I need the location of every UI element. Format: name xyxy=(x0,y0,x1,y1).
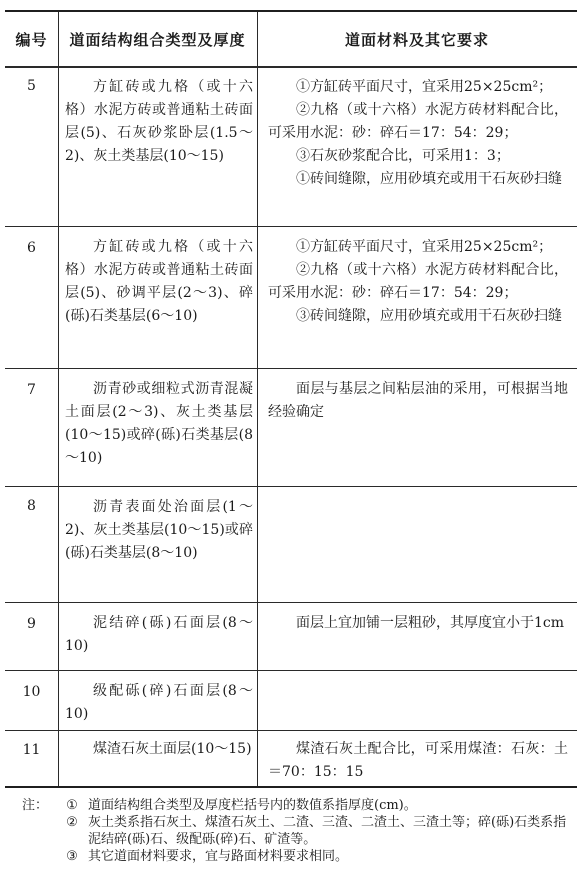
structure-cell: 沥青砂或细粒式沥青混凝土面层(2～3)、灰土类基层(10～15)或碎(砾)石类基层(8～10) xyxy=(65,381,253,466)
note-text: 道面结构组合类型及厚度栏括号内的数值系指厚度(cm)。 xyxy=(88,798,417,813)
requirements-cell xyxy=(268,612,568,635)
note-number: ③ xyxy=(66,849,78,864)
requirement-line: 面层与基层之间粘层油的采用，可根据当地经验确定 xyxy=(268,381,568,420)
requirement-line: 煤渣石灰土配合比，可采用煤渣：石灰：土＝70：15：15 xyxy=(268,741,568,780)
requirement-line: ①方缸砖平面尺寸，宜采用25×25cm²； xyxy=(296,239,553,255)
note-item xyxy=(22,848,572,865)
row-divider xyxy=(5,226,577,227)
structure-cell: 煤渣石灰土面层(10～15) xyxy=(93,741,252,757)
requirement-line: 面层上宜加铺一层粗砂，其厚度宜小于1cm xyxy=(296,615,565,631)
row-number: 7 xyxy=(27,382,36,398)
structure-cell: 级配砾(碎)石面层(8～10) xyxy=(65,683,253,722)
row-divider xyxy=(5,602,577,603)
specification-table xyxy=(5,10,577,788)
row-number: 9 xyxy=(27,616,36,632)
row-number: 11 xyxy=(22,742,41,758)
requirements-cell xyxy=(268,738,568,784)
header-no: 编号 xyxy=(15,30,48,49)
notes-label: 注： xyxy=(22,798,49,813)
header-requirements: 道面材料及其它要求 xyxy=(344,30,489,49)
structure-cell: 泥结碎(砾)石面层(8～10) xyxy=(65,615,253,654)
row-number: 6 xyxy=(27,240,36,256)
requirements-cell xyxy=(268,76,568,191)
requirement-line: ③石灰砂浆配合比，可采用1：3； xyxy=(296,148,510,164)
note-text: 其它道面材料要求，宜与路面材料要求相同。 xyxy=(88,849,349,864)
row-divider xyxy=(5,730,577,731)
requirement-line: ③砖间缝隙，应用砂填充或用干石灰砂扫缝 xyxy=(296,308,562,324)
structure-cell: 沥青表面处治面层(1～2)、灰土类基层(10～15)或碎(砾)石类基层(8～10) xyxy=(65,499,253,561)
row-number: 10 xyxy=(22,684,41,700)
row-number: 8 xyxy=(27,498,36,514)
row-number: 5 xyxy=(27,78,36,94)
header-divider xyxy=(5,66,577,68)
structure-cell: 方缸砖或九格（或十六格）水泥方砖或普通粘土砖面层(5)、石灰砂浆卧层(1.5～2)、灰土类基层(10～15) xyxy=(65,79,253,164)
requirements-cell xyxy=(268,378,568,424)
note-number: ② xyxy=(66,815,78,830)
row-divider xyxy=(5,368,577,369)
row-divider xyxy=(5,486,577,487)
note-number: ① xyxy=(66,798,78,813)
note-text: 灰土类系指石灰土、煤渣石灰土、二渣、三渣、二渣土、三渣土等；碎(砾)石类系指泥结碎(砾)石、级配砾(碎)石、矿渣等。 xyxy=(88,815,567,847)
header-structure: 道面结构组合类型及厚度 xyxy=(69,30,246,49)
row-divider xyxy=(5,670,577,671)
requirement-line: ①方缸砖平面尺寸，宜采用25×25cm²； xyxy=(296,79,553,95)
structure-cell: 方缸砖或九格（或十六格）水泥方砖或普通粘土砖面层(5)、砂调平层(2～3)、碎(砾)石类基层(6～10) xyxy=(65,239,253,324)
requirement-line: ②九格（或十六格）水泥方砖材料配合比，可采用水泥：砂：碎石＝17：54：29； xyxy=(268,102,568,141)
note-item xyxy=(22,814,572,848)
requirement-line: ②九格（或十六格）水泥方砖材料配合比，可采用水泥：砂：碎石＝17：54：29； xyxy=(268,262,568,301)
note-item xyxy=(22,797,572,814)
table-notes xyxy=(22,797,572,865)
requirement-line: ①砖间缝隙，应用砂填充或用干石灰砂扫缝 xyxy=(296,171,562,187)
requirements-cell xyxy=(268,236,568,328)
